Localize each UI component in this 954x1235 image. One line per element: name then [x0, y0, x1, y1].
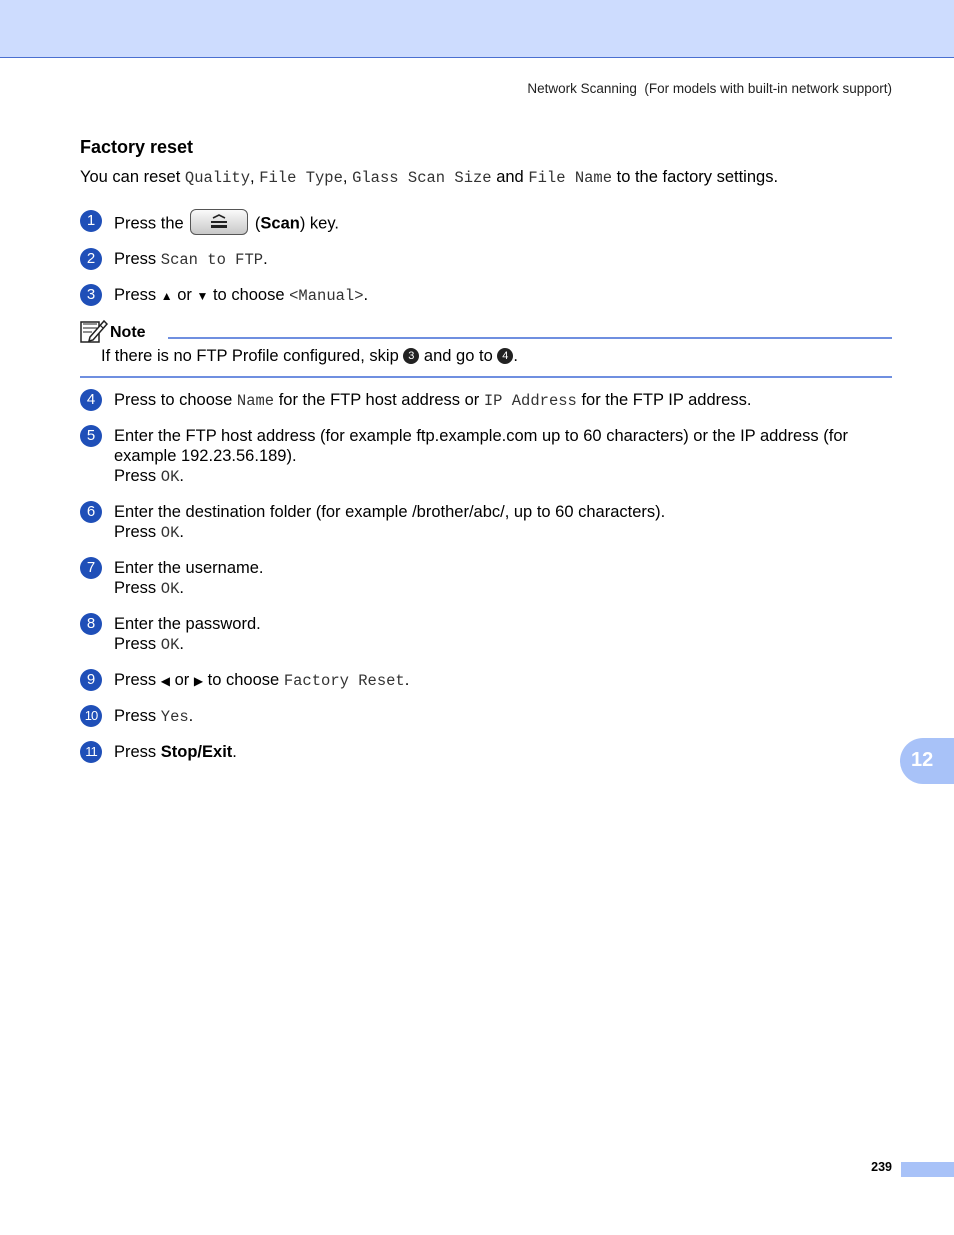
step-text-part: for the FTP IP address. — [576, 391, 752, 409]
step-number: 10 — [80, 705, 102, 727]
step-text-part: for the FTP host address or — [274, 391, 484, 409]
step-text-part: Press — [114, 635, 161, 653]
step-text-part: Press — [114, 250, 161, 268]
code-file-type: File Type — [259, 169, 343, 187]
note-top-rule — [168, 337, 892, 339]
step-text-part: Press — [114, 467, 161, 485]
down-arrow-icon: ▼ — [196, 289, 209, 303]
code-ok: OK — [160, 580, 180, 598]
step-text-part: or — [172, 286, 197, 304]
step-number: 2 — [80, 248, 102, 270]
section-title: Factory reset — [80, 137, 194, 157]
note-bottom-rule — [80, 376, 892, 378]
step-text-part: ) key. — [299, 214, 339, 233]
step-text-part: . — [179, 523, 184, 541]
code-ok: OK — [160, 636, 180, 654]
code-name: Name — [236, 392, 275, 410]
step-number: 7 — [80, 557, 102, 579]
step-text — [114, 742, 884, 762]
scan-key-button — [190, 209, 248, 235]
intro-paragraph — [80, 168, 778, 187]
step-number: 8 — [80, 613, 102, 635]
note-text-part: and go to — [419, 347, 498, 365]
code-factory-reset: Factory Reset — [283, 672, 405, 690]
note-text-part: . — [513, 347, 518, 365]
step-text-part: to choose — [203, 671, 284, 689]
step-text — [114, 285, 884, 306]
step-line: Enter the FTP host address (for example ftp.example.com up to 60 characters) or the IP address (for — [114, 427, 848, 445]
note-pencil-icon — [80, 318, 108, 349]
step-text-part: or — [170, 671, 194, 689]
step-text-part: Press — [114, 523, 161, 541]
intro-and: and — [491, 168, 529, 186]
step-number: 4 — [80, 389, 102, 411]
left-arrow-icon: ◀ — [160, 674, 170, 688]
step-text-part: . — [179, 635, 184, 653]
step-line: example 192.23.56.189). — [114, 447, 297, 465]
step-press-line — [114, 578, 884, 599]
step-text — [114, 558, 884, 599]
right-arrow-icon: ▶ — [193, 674, 204, 688]
note-label: Note — [110, 324, 146, 341]
step-text-part: . — [404, 671, 410, 689]
code-ok: OK — [160, 524, 180, 542]
code-scan-to-ftp: Scan to FTP — [160, 251, 264, 269]
step-text — [114, 426, 884, 487]
running-header: Network Scanning (For models with built-in network support) — [527, 81, 892, 96]
step-text — [114, 614, 884, 655]
intro-sep: , — [250, 168, 260, 186]
note-text — [101, 347, 518, 366]
scan-icon — [209, 214, 229, 230]
step-text — [114, 706, 884, 727]
step-text-part: . — [188, 707, 194, 725]
up-arrow-icon: ▲ — [160, 289, 173, 303]
step-text-part: Press — [114, 743, 161, 761]
step-number: 5 — [80, 425, 102, 447]
step-ref-3: 3 — [403, 348, 419, 364]
page-number: 239 — [871, 1160, 892, 1174]
stop-exit-key: Stop/Exit — [160, 743, 233, 761]
step-text-part: Press — [114, 286, 161, 304]
step-text: Press the (Scan) key. — [114, 211, 884, 237]
step-text-part: . — [179, 579, 184, 597]
scan-label: Scan — [260, 214, 300, 233]
code-quality: Quality — [184, 169, 251, 187]
step-press-line — [114, 466, 884, 487]
step-text-part: Press to choose — [114, 391, 237, 409]
top-band — [0, 0, 954, 58]
chapter-tab — [900, 738, 954, 784]
step-text — [114, 249, 884, 270]
chapter-number: 12 — [911, 749, 934, 771]
step-number: 11 — [80, 741, 102, 763]
page-number-bar — [901, 1162, 954, 1177]
step-text-part: . — [363, 286, 369, 304]
step-text-part: . — [232, 743, 237, 761]
step-press-line — [114, 522, 884, 543]
step-text-part: to choose — [208, 286, 290, 304]
step-line: Enter the password. — [114, 615, 261, 633]
intro-sep: , — [342, 168, 353, 186]
step-number: 6 — [80, 501, 102, 523]
step-number: 3 — [80, 284, 102, 306]
intro-text: You can reset — [80, 168, 185, 186]
step-text — [114, 502, 884, 543]
step-ref-4: 4 — [497, 348, 513, 364]
code-glass-scan-size: Glass Scan Size — [352, 169, 492, 187]
step-text-part: Press — [114, 579, 161, 597]
step-line: Enter the destination folder (for example /brother/abc/, up to 60 characters). — [114, 503, 666, 521]
step-number: 9 — [80, 669, 102, 691]
step-line: Enter the username. — [114, 559, 264, 577]
step-text-part: . — [263, 250, 268, 268]
code-ok: OK — [160, 468, 180, 486]
step-text-part: Press — [114, 707, 161, 725]
step-press-line — [114, 634, 884, 655]
intro-suffix: to the factory settings. — [612, 168, 779, 186]
step-text-part: Press — [114, 671, 161, 689]
step-text — [114, 670, 884, 691]
code-manual: <Manual> — [289, 287, 364, 305]
code-yes: Yes — [160, 708, 189, 726]
step-text — [114, 390, 884, 411]
step-text-part: . — [179, 467, 184, 485]
code-ip-address: IP Address — [483, 392, 577, 410]
code-file-name: File Name — [528, 169, 613, 187]
step-text-part: Press the — [114, 214, 189, 233]
step-number: 1 — [80, 210, 102, 232]
note-text-part: If there is no FTP Profile configured, skip — [101, 347, 404, 365]
